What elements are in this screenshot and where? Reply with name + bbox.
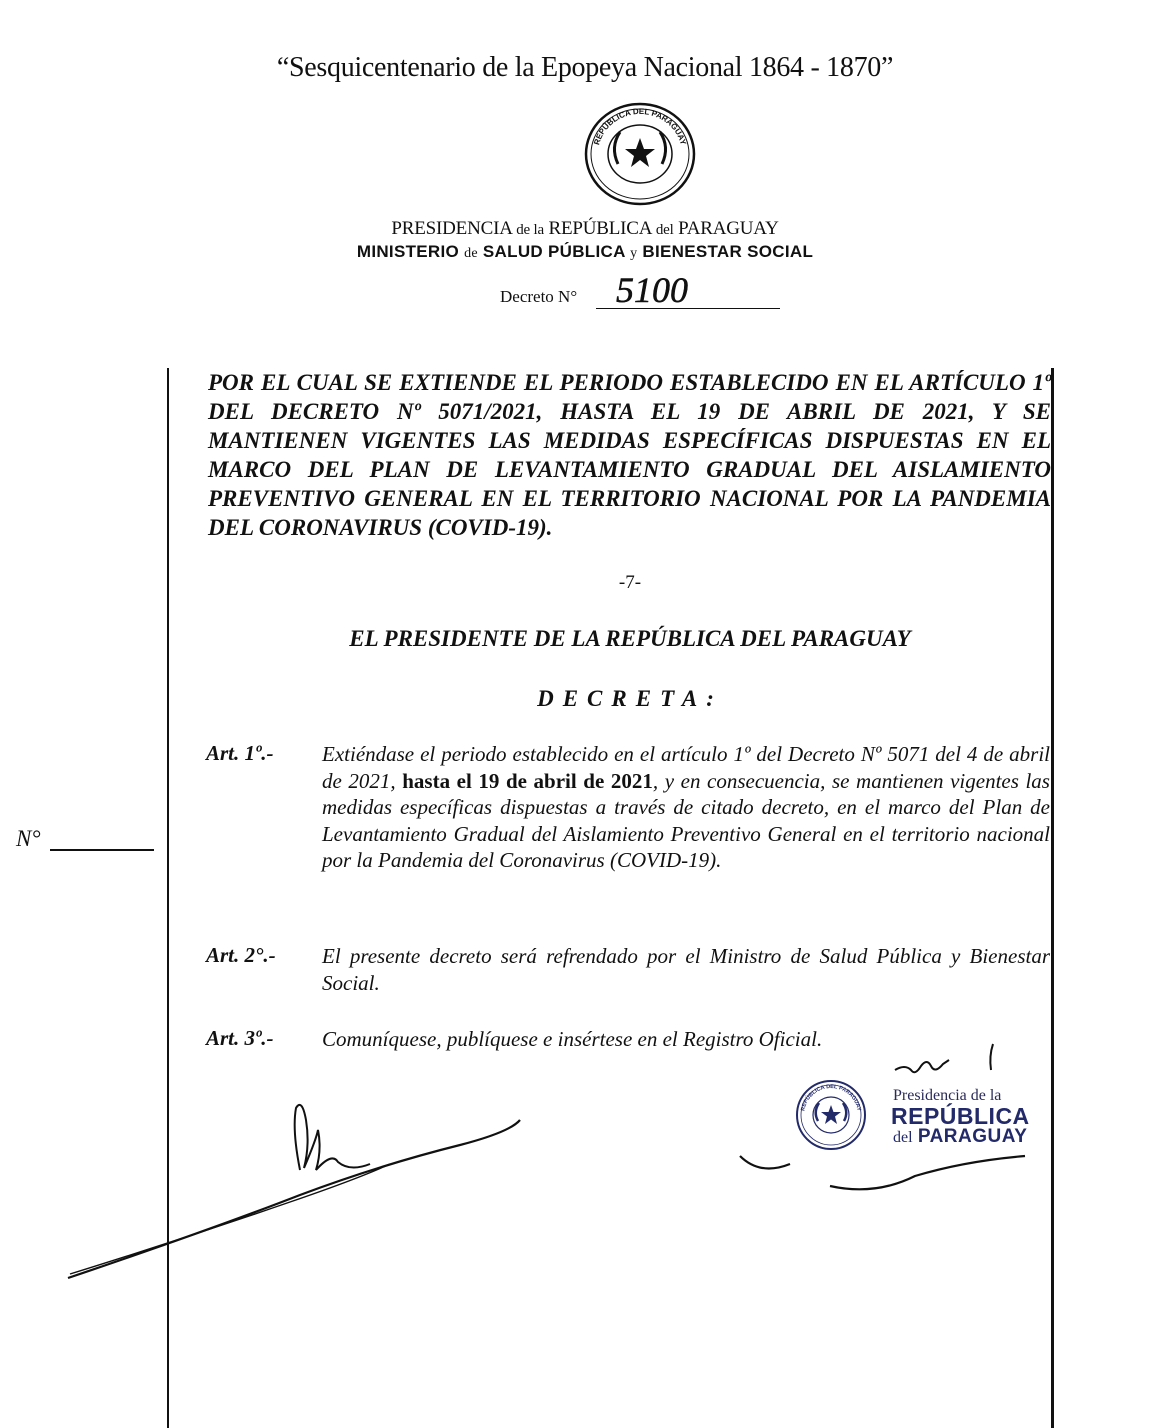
stamp-line-2: REPÚBLICA — [891, 1103, 1030, 1129]
decreto-number-handwritten — [612, 266, 722, 310]
institution-ministerio: MINISTERIO de SALUD PÚBLICA y BIENESTAR SOCIAL — [356, 242, 814, 261]
article-2-label: Art. 2°.- — [206, 943, 276, 967]
stamp-seal-text: REPÚBLICA DEL PARAGUAY — [800, 1083, 862, 1112]
article-3-label: Art. 3º.- — [206, 1026, 274, 1050]
article-1-label: Art. 1º.- — [206, 741, 274, 765]
margin-number-label: N° — [16, 826, 41, 851]
stamp-line-3: del PARAGUAY — [893, 1126, 1028, 1147]
presidency-seal-icon — [795, 1079, 867, 1151]
stamp-line-1: Presidencia de la — [893, 1087, 1002, 1104]
national-seal-icon — [584, 102, 696, 206]
article-3-text: Comuníquese, publíquese e insértese en el Registro Oficial. — [322, 1027, 823, 1051]
institution-presidencia: PRESIDENCIA de la REPÚBLICA del PARAGUAY — [391, 218, 779, 239]
article-1-text: Extiéndase el periodo establecido en el artículo 1º del Decreto Nº 5071 del 4 de abril de 2021, hasta el 19 de abril de 2021, y en consecuencia, se mantienen vigentes las medidas específicas dispuestas a través de citado decreto, en el marco del Plan de Levantamiento Gradual del Aislamiento Preventivo General en el territorio nacional por la Pandemia del Coronavirus (COVID-19). — [322, 742, 1050, 872]
decreto-label: Decreto N° — [500, 287, 578, 306]
motto: “Sesquicentenario de la Epopeya Nacional 1864 - 1870” — [276, 52, 894, 83]
president-signature — [60, 1090, 530, 1290]
article-2-text: El presente decreto será refrendado por el Ministro de Salud Pública y Bienestar Social. — [322, 944, 1050, 995]
president-heading: EL PRESIDENTE DE LA REPÚBLICA DEL PARAGUAY — [349, 626, 911, 651]
decreta-heading: DECRETA: — [537, 686, 723, 711]
margin-number-line — [50, 849, 154, 851]
margin-line-right — [1051, 368, 1054, 1428]
decree-title: POR EL CUAL SE EXTIENDE EL PERIODO ESTABLECIDO EN EL ARTÍCULO 1º DEL DECRETO Nº 5071/2021, HASTA EL 19 DE ABRIL DE 2021, Y SE MANTIENEN VIGENTES LAS MEDIDAS ESPECÍFICAS DISPUESTAS EN EL MARCO DEL PLAN DE LEVANTAMIENTO GRADUAL DEL AISLAMIENTO PREVENTIVO GENERAL EN EL TERRITORIO NACIONAL POR LA PANDEMIA DEL CORONAVIRUS (COVID-19). — [208, 370, 1051, 540]
seal-text: REPÚBLICA DEL PARAGUAY — [592, 106, 688, 146]
svg-text:5100: 5100 — [616, 270, 688, 310]
page-number: -7- — [618, 572, 642, 593]
